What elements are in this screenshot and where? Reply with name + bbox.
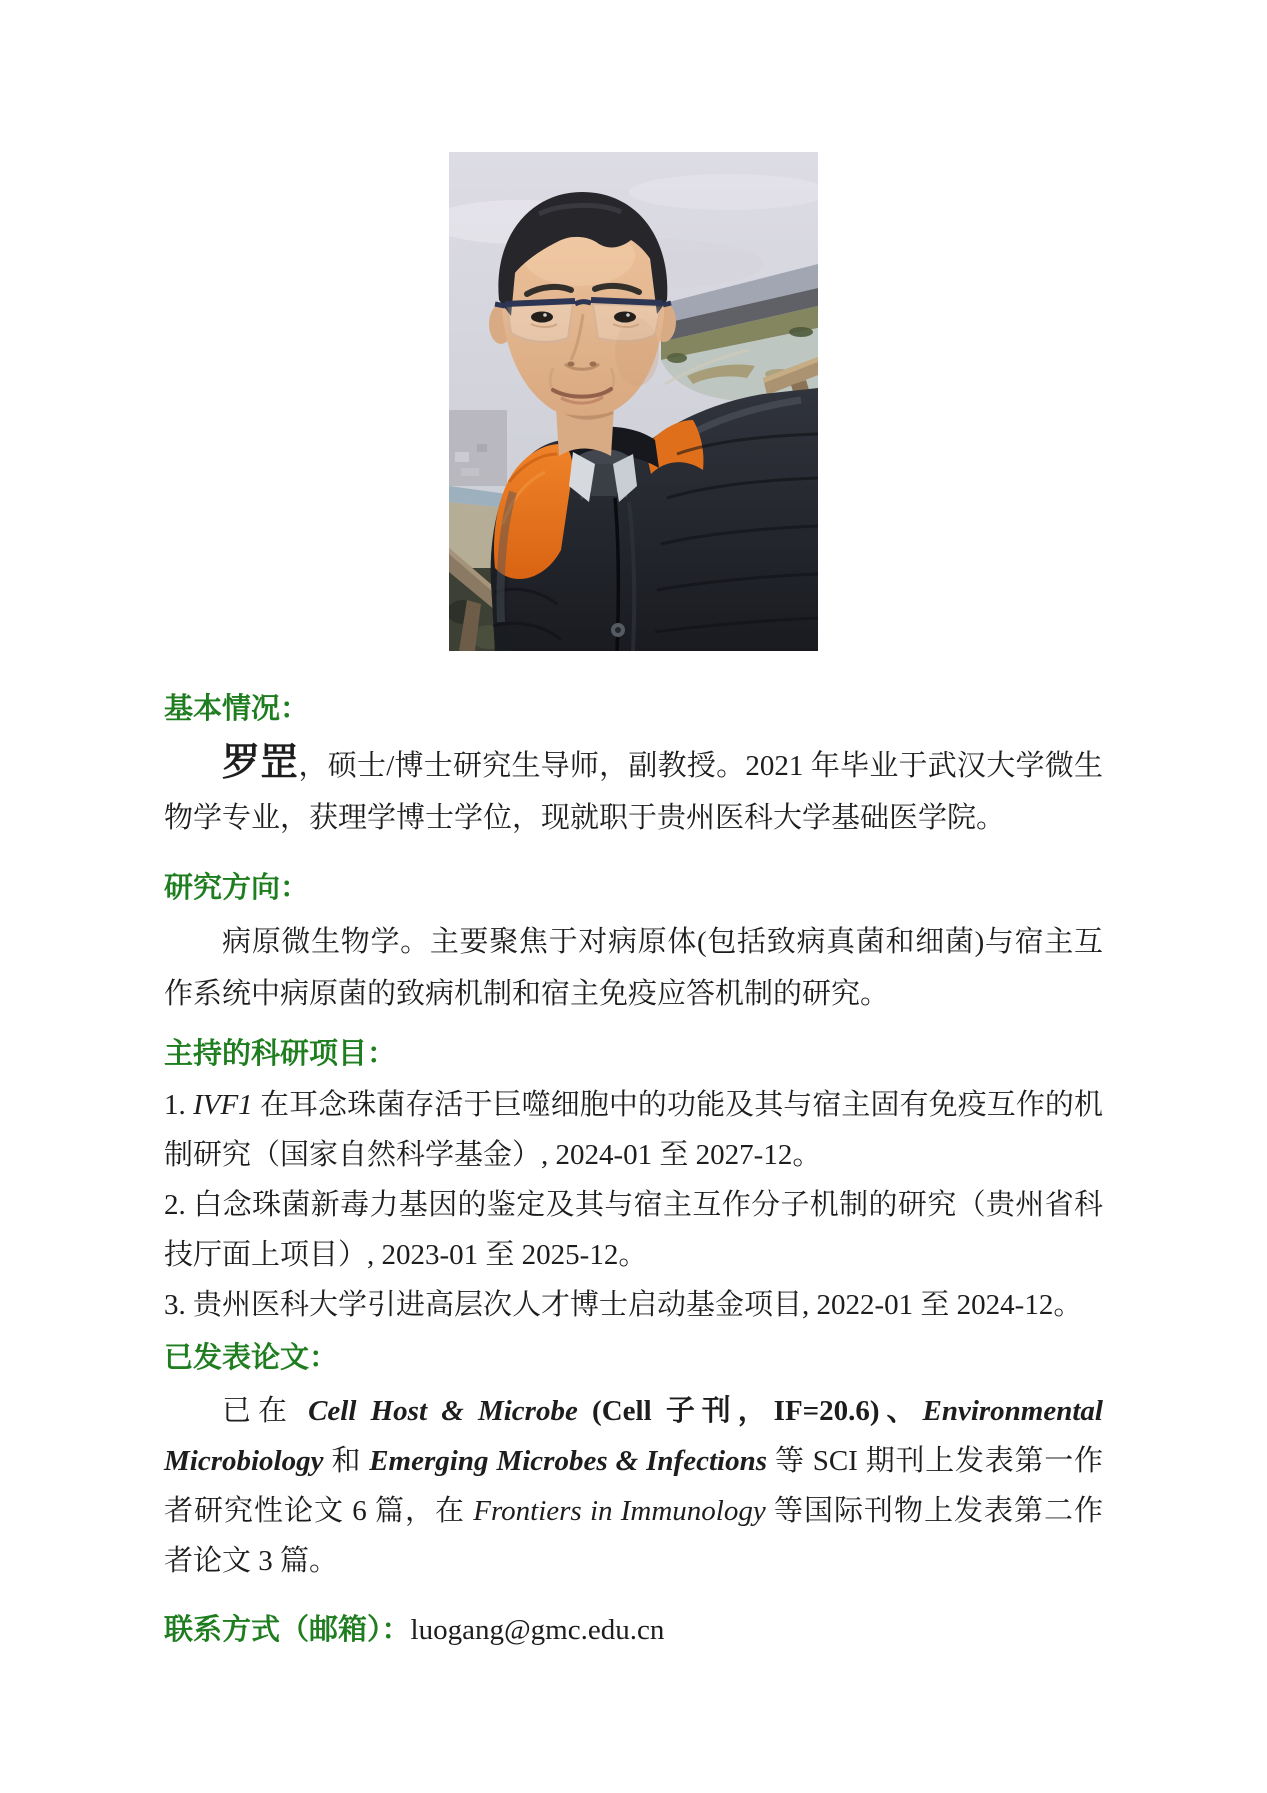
contact-line bbox=[164, 1608, 1103, 1652]
basic-info-text: ，硕士/博士研究生导师，副教授。2021 年毕业于武汉大学微生物学专业，获理学博士学位，现就职于贵州医科大学基础医学院。 bbox=[164, 750, 1103, 834]
project-1-gene-name: IVF1 bbox=[193, 1089, 253, 1121]
profile-photo bbox=[449, 152, 818, 651]
journal-emerging-microbes-and-infections: Emerging Microbes & Infections bbox=[369, 1445, 767, 1477]
contact-label: 联系方式（邮箱）： bbox=[164, 1614, 411, 1646]
publications-text-4: 等国际刊物上发表第二作者论文 3 篇。 bbox=[164, 1495, 1103, 1577]
paragraph-publications bbox=[164, 1386, 1103, 1586]
heading-research-projects: 主持的科研项目： bbox=[164, 1038, 397, 1070]
person-name: 罗罡 bbox=[222, 742, 299, 784]
heading-publications: 已发表论文： bbox=[164, 1342, 339, 1374]
paragraph-basic-info bbox=[164, 737, 1103, 844]
publications-text-1: 已在 bbox=[222, 1395, 309, 1427]
heading-basic-info: 基本情况： bbox=[164, 693, 310, 725]
project-item-1 bbox=[164, 1080, 1103, 1180]
publications-text-3: 等 SCI 期刊上发表第一作者研究性论文 6 篇，在 bbox=[164, 1445, 1103, 1527]
project-1-number: 1. bbox=[164, 1089, 194, 1121]
project-1-text: 在耳念珠菌存活于巨噬细胞中的功能及其与宿主固有免疫互作的机制研究（国家自然科学基金）, 2024-01 至 2027-12。 bbox=[164, 1089, 1103, 1171]
profile-photo-illustration bbox=[449, 152, 818, 651]
journal-frontiers-in-immunology: Frontiers in Immunology bbox=[473, 1495, 766, 1527]
journal-environmental-microbiology: Environmental Microbiology bbox=[164, 1395, 1103, 1477]
paragraph-research-direction: 病原微生物学。主要聚焦于对病原体(包括致病真菌和细菌)与宿主互作系统中病原菌的致病机制和宿主免疫应答机制的研究。 bbox=[164, 926, 1103, 1010]
project-item-3: 3. 贵州医科大学引进高层次人才博士启动基金项目, 2022-01 至 2024-12。 bbox=[164, 1289, 1083, 1321]
contact-email: luogang@gmc.edu.cn bbox=[410, 1614, 665, 1646]
journal-cell-host-and-microbe: Cell Host & Microbe bbox=[308, 1395, 578, 1427]
publications-impact-factor-note: (Cell 子刊，IF=20.6)、 bbox=[577, 1395, 923, 1427]
heading-research-direction: 研究方向： bbox=[164, 872, 310, 904]
publications-text-2: 和 bbox=[323, 1445, 370, 1477]
project-item-2: 2. 白念珠菌新毒力基因的鉴定及其与宿主互作分子机制的研究（贵州省科技厅面上项目）, 2023-01 至 2025-12。 bbox=[164, 1189, 1103, 1271]
